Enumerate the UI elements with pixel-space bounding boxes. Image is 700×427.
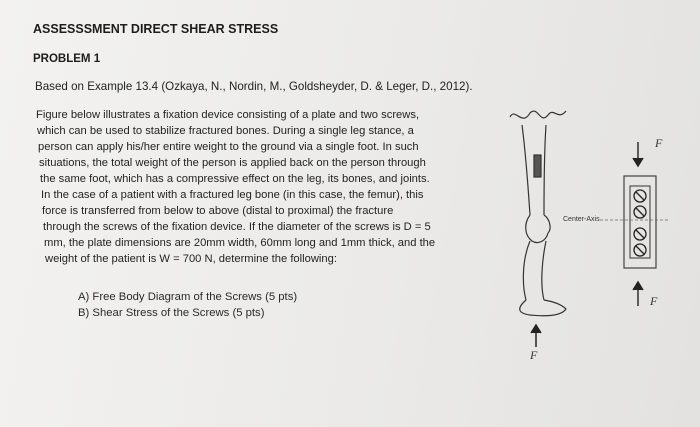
question-a: A) Free Body Diagram of the Screws (5 pts) [78, 291, 298, 303]
paragraph-line: the same foot, which has a compressive effect on the leg, its bones, and joints. [40, 173, 430, 185]
assessment-title: ASSESSSMENT DIRECT SHEAR STRESS [33, 22, 279, 36]
problem-heading: PROBLEM 1 [33, 53, 101, 65]
reference-citation: Based on Example 13.4 (Ozkaya, N., Nordin, M., Goldsheyder, D. & Leger, D., 2012). [35, 80, 473, 93]
paragraph-line: Figure below illustrates a fixation device consisting of a plate and two screws, [36, 109, 420, 121]
force-label-bottom: F [530, 348, 538, 362]
paragraph-line: which can be used to stabilize fractured bones. During a single leg stance, a [37, 125, 414, 137]
force-arrow-up [531, 325, 541, 347]
force-label-top: F [655, 136, 663, 150]
paragraph-line: situations, the total weight of the person is applied back on the person through [39, 157, 426, 169]
paragraph-line: person can apply his/her entire weight to the ground via a single foot. In such [38, 141, 419, 153]
force-arrow-up-right [633, 282, 643, 306]
paragraph-line: through the screws of the fixation device. If the diameter of the screws is D = 5 [43, 221, 431, 233]
center-axis-label: Center-Axis [563, 216, 600, 223]
paragraph-line: mm, the plate dimensions are 20mm width, 60mm long and 1mm thick, and the [44, 237, 436, 249]
paragraph-line: weight of the patient is W = 700 N, determine the following: [45, 253, 337, 265]
leg-bone-sketch [510, 111, 566, 316]
paragraph-line: force is transferred from below to above (distal to proximal) the fracture [42, 205, 394, 217]
question-b: B) Shear Stress of the Screws (5 pts) [78, 307, 265, 319]
screw-icons [634, 190, 646, 256]
plate-detail-figure [600, 140, 670, 310]
force-label-right-bottom: F [650, 294, 658, 308]
paragraph-line: In the case of a patient with a fractured leg bone (in this case, the femur), this [41, 189, 424, 201]
force-arrow-down [633, 142, 643, 166]
